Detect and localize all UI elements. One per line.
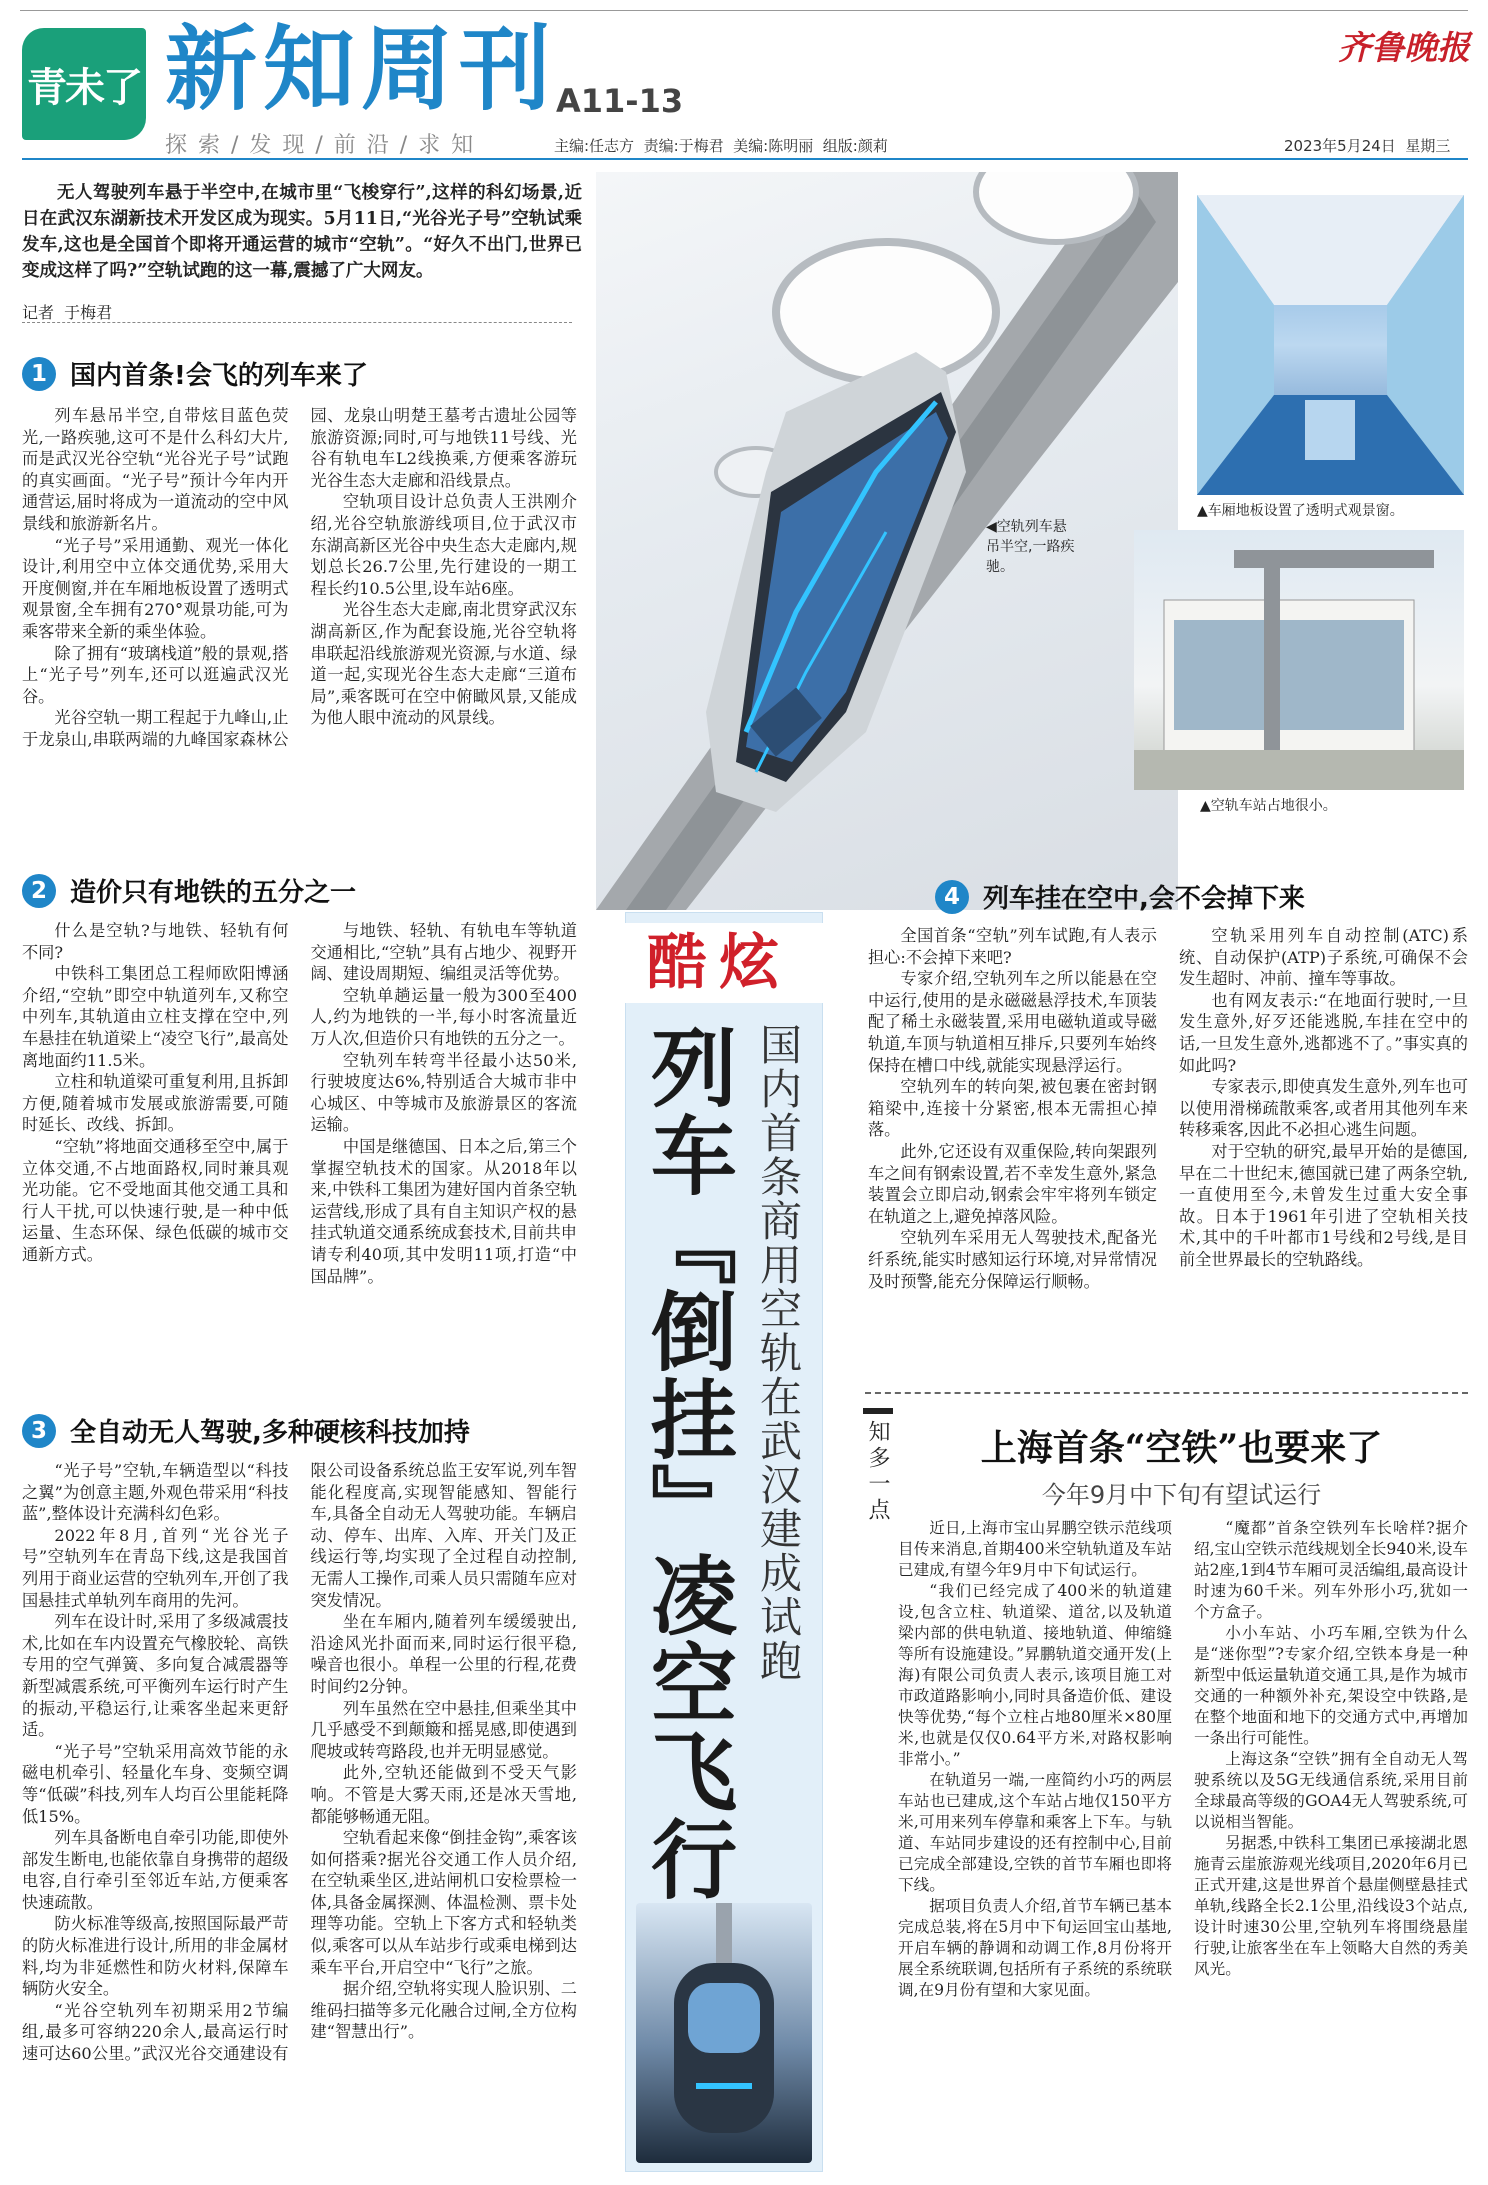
paragraph: 此外,它还设有双重保险,转向架跟列车之间有钢索设置,若不幸发生意外,紧急装置会立即启动,钢索会牢牢将列车锁定在轨道之上,避免掉落风险。 — [868, 1141, 1157, 1226]
paragraph: 在轨道另一端,一座简约小巧的两层车站也已建成,这个车站占地仅150平方米,可用来列车停靠和乘客上下车。与轨道、车站同步建设的还有控制中心,目前已完成全部建设,空铁的首节车厢也即将下线。 — [898, 1771, 1172, 1894]
paragraph: 空轨列车转弯半径最小达50米,行驶坡度达6%,特别适合大城市非中心城区、中等城市及旅游景区的客流运输。 — [310, 1050, 577, 1135]
lead-paragraph: 无人驾驶列车悬于半空中,在城市里“飞梭穿行”,这样的科幻场景,近日在武汉东湖新技术开发区成为现实。5月11日,“光谷光子号”空轨试乘发车,这也是全国首个即将开通运营的城市“空轨”。“好久不出门,世界已变成这样了吗?”空轨试跑的这一幕,震撼了广大网友。 — [22, 183, 582, 281]
section-4-title: 列车挂在空中,会不会掉下来 — [983, 884, 1305, 914]
paragraph: 对于空轨的研究,最早开始的是德国,早在二十世纪末,德国就已建了两条空轨,一直使用至今,未曾发生过重大安全事故。日本于1961年引进了空轨相关技术,其中的千叶都市1号线和2号线,是目前全世界最长的空轨路线。 — [1179, 1141, 1468, 1269]
train-front-illustration — [636, 1903, 812, 2163]
paragraph: 此外,空轨还能做到不受天气影响。不管是大雾天雨,还是冰天雪地,都能够畅通无阻。 — [310, 1763, 577, 1826]
sidebar-title: 上海首条“空铁”也要来了 — [980, 1427, 1383, 1469]
section-4-body — [868, 925, 1468, 1375]
editor-credits: 主编:任志方 责编:于梅君 美编:陈明丽 组版:颜莉 — [554, 137, 888, 155]
section-3-number: 3 — [22, 1414, 56, 1448]
paragraph: 空轨列车的转向架,被包裹在密封钢箱梁中,连接十分紧密,根本无需担心掉落。 — [868, 1077, 1157, 1140]
byline-rule — [22, 322, 572, 323]
section-1-heading — [22, 355, 582, 392]
paragraph: 专家表示,即使真发生意外,列车也可以使用滑梯疏散乘客,或者用其他列车来转移乘客,因此不必担心逃生问题。 — [1179, 1077, 1468, 1140]
sidebar-tag: 知多一点 — [863, 1408, 893, 1524]
paragraph: 列车具备断电自牵引功能,即使外部发生断电,也能依靠自身携带的超级电容,自行牵引至邻近车站,方便乘客快速疏散。 — [22, 1828, 289, 1912]
feature-subhead: 国内首条商用空轨在武汉建成试跑 — [754, 1023, 803, 1683]
slogan: 探 索 / 发 现 / 前 沿 / 求 知 — [165, 133, 476, 158]
section-1-number: 1 — [22, 357, 56, 391]
paragraph: 全国首条“空轨”列车试跑,有人表示担心:不会掉下来吧? — [868, 926, 1157, 967]
section-4-number: 4 — [935, 880, 969, 914]
paragraph: 防火标准等级高,按照国际最严苛的防火标准进行设计,所用的非金属材料,均为非延燃性和防火材料,保障车辆防火安全。 — [22, 1914, 289, 1999]
paragraph: 坐在车厢内,随着列车缓缓驶出,沿途风光扑面而来,同时运行很平稳,噪音也很小。单程一公里的行程,花费时间约2分钟。 — [310, 1612, 577, 1696]
paragraph: 光谷生态大走廊,南北贯穿武汉东湖高新区,作为配套设施,光谷空轨将串联起沿线旅游观光资源,与水道、绿道一起,实现光谷生态大走廊“三道布局”,乘客既可在空中俯瞰风景,又能成为他人眼中流动的风景线。 — [310, 600, 577, 728]
section-1-body — [22, 405, 577, 855]
main-photo — [596, 172, 1178, 910]
paragraph: 列车悬吊半空,自带炫目蓝色荧光,一路疾驰,这可不是什么科幻大片,而是武汉光谷空轨“光谷光子号”试跑的真实画面。“光子号”预计今年内开通营运,届时将成为一道流动的空中风景线和旅游新名片。 — [22, 406, 289, 533]
paragraph: 专家介绍,空轨列车之所以能悬在空中运行,使用的是永磁磁悬浮技术,车顶装配了稀土永磁装置,采用电磁轨道或导磁轨道,车顶与轨道相互排斥,只要列车始终保持在槽口中线,就能实现悬浮运行。 — [868, 969, 1157, 1075]
paragraph: “魔都”首条空铁列车长啥样?据介绍,宝山空铁示范线规划全长940米,设车站2座,1到4节车厢可灵活编组,最高设计时速为60千米。列车外形小巧,犹如一个方盒子。 — [1194, 1519, 1468, 1621]
paragraph: 立柱和轨道梁可重复利用,且拆卸方便,随着城市发展或旅游需要,可随时延长、改线、拆卸。 — [22, 1072, 289, 1135]
station-photo-caption: ▲空轨车站占地很小。 — [1200, 798, 1337, 814]
station-illustration — [1134, 530, 1464, 790]
paragraph: 也有网友表示:“在地面行驶时,一旦发生意外,好歹还能逃脱,车挂在空中的话,一旦发生意外,逃都逃不了。”事实真的如此吗? — [1179, 990, 1468, 1075]
paragraph: 与地铁、轻轨、有轨电车等轨道交通相比,“空轨”具有占地少、视野开阔、建设周期短、编组灵活等优势。 — [310, 921, 577, 984]
feature-band — [625, 912, 823, 2172]
sidebar-rule — [865, 1392, 1468, 1394]
interior-photo — [1197, 195, 1464, 495]
section-2-title: 造价只有地铁的五分之一 — [70, 878, 357, 908]
cabin-illustration — [1197, 195, 1464, 495]
paragraph: 什么是空轨?与地铁、轻轨有何不同? — [22, 921, 289, 962]
masthead — [0, 0, 1488, 160]
paragraph: 另据悉,中铁科工集团已承接湖北恩施青云崖旅游观光线项目,2020年6月已正式开建,这是世界首个悬崖侧壁悬挂式单轨,线路全长2.1公里,沿线设3个站点,设计时速30公里,空轨列车将围绕悬崖行驶,让旅客坐在车上领略大自然的秀美风光。 — [1194, 1834, 1468, 1978]
station-photo — [1134, 530, 1464, 790]
paragraph: “我们已经完成了400米的轨道建设,包含立柱、轨道梁、道岔,以及轨道梁内部的供电轨道、接地轨道、伸缩缝等所有设施建设。”昇鹏轨道交通开发(上海)有限公司负责人表示,该项目施工对市政道路影响小,同时具备造价低、建设快等优势,“每个立柱占地80厘米×80厘米,也就是仅仅0.64平方米,对路权影响非常小。” — [898, 1582, 1172, 1768]
sidebar-body — [898, 1518, 1468, 2173]
elevated-rail-illustration — [596, 172, 1178, 910]
paragraph: 近日,上海市宝山昇鹏空铁示范线项目传来消息,首期400米空轨轨道及车站已建成,有望今年9月中下旬试运行。 — [898, 1519, 1172, 1579]
paragraph: 列车虽然在空中悬挂,但乘坐其中几乎感受不到颠簸和摇晃感,即使遇到爬坡或转弯路段,也并无明显感觉。 — [310, 1698, 577, 1761]
paragraph: 光谷空轨一期工程起于九峰山,止于龙泉山,串联两端的九峰国家森林公园、龙泉山明楚王墓考古遗址公园等旅游资源;同时,可与地铁11号线、光谷有轨电车L2线换乘,方便乘客游玩光谷生态大走廊和沿线景点。 — [22, 406, 577, 749]
paragraph: “空轨”将地面交通移至空中,属于立体交通,不占地面路权,同时兼具观光功能。它不受地面其他交通工具和行人干扰,可以快速行驶,是一种中低运量、生态环保、绿色低碳的城市交通新方式。 — [22, 1136, 289, 1264]
section-4-heading — [935, 878, 1455, 915]
paragraph: “光子号”空轨,车辆造型以“科技之翼”为创意主题,外观色带采用“科技蓝”,整体设计充满科幻色彩。 — [22, 1461, 289, 1524]
paragraph: “光子号”采用通勤、观光一体化设计,利用空中立体交通优势,采用大开度侧窗,并在车厢地板设置了透明式观景窗,全车拥有270°观景功能,可为乘客带来全新的乘坐体验。 — [22, 535, 289, 641]
section-2-heading — [22, 872, 582, 909]
section-2-number: 2 — [22, 874, 56, 908]
interior-photo-caption: ▲车厢地板设置了透明式观景窗。 — [1197, 503, 1404, 519]
feature-headline: 列车『倒挂』凌空飞行 — [636, 1023, 737, 1903]
logo-badge — [22, 28, 146, 140]
paragraph: 列车在设计时,采用了多级减震技术,比如在车内设置充气橡胶轮、高铁专用的空气弹簧、多向复合减震器等新型减震系统,可平衡列车运行时产生的振动,平稳运行,让乘客坐起来更舒适。 — [22, 1612, 289, 1740]
paragraph: 除了拥有“玻璃栈道”般的景观,搭上“光子号”列车,还可以逛遍武汉光谷。 — [22, 643, 289, 706]
paragraph: 空轨看起来像“倒挂金钩”,乘客该如何搭乘?据光谷交通工作人员介绍,在空轨乘坐区,进站闸机口安检票检一体,具备金属探测、体温检测、票卡处理等功能。空轨上下客方式和轻轨类似,乘客可以从车站步行或乘电梯到达乘车平台,开启空中“飞行”之旅。 — [310, 1828, 577, 1977]
section-2-body — [22, 920, 577, 1370]
paragraph: 小小车站、小巧车厢,空铁为什么是“迷你型”?专家介绍,空铁本身是一种新型中低运量轨道交通工具,是作为城市交通的一种额外补充,架设空中铁路,是在整个地面和地下的交通方式中,再增加一条出行可能性。 — [1194, 1624, 1468, 1747]
paragraph: “光谷空轨列车初期采用2节编组,最多可容纳220余人,最高运行时速可达60公里。”武汉光谷交通建设有限公司设备系统总监王安军说,列车智能化程度高,实现智能感知、智能行车,具备全自动无人驾驶功能。车辆启动、停车、出库、入库、开关门及正线运行等,均实现了全过程自动控制,无需人工操作,司乘人员只需随车应对突发情况。 — [22, 1461, 577, 2064]
masthead-rule — [22, 158, 1468, 160]
section-1-title: 国内首条!会飞的列车来了 — [70, 361, 368, 391]
paragraph: 空轨采用列车自动控制(ATC)系统、自动保护(ATP)子系统,可确保不会发生超时、冲前、撞车等事故。 — [1179, 926, 1468, 989]
logo-text: 青未了 — [27, 63, 141, 111]
paragraph: 上海这条“空铁”拥有全自动无人驾驶系统以及5G无线通信系统,采用目前全球最高等级的GOA4无人驾驶系统,可以说相当智能。 — [1194, 1750, 1468, 1831]
main-photo-caption: ◀空轨列车悬吊半空,一路疾驰。 — [986, 519, 1075, 575]
paragraph: 中国是继德国、日本之后,第三个掌握空轨技术的国家。从2018年以来,中铁科工集团为建好国内首条空轨运营线,形成了具有自主知识产权的悬挂式轨道交通系统成套技术,目前共申请专利40项,其中发明11项,打造“中国品牌”。 — [310, 1136, 577, 1286]
paragraph: 空轨单趟运量一般为300至400人,约为地铁的一半,每小时客流量近万人次,但造价只有地铁的五分之一。 — [310, 985, 577, 1048]
byline: 记者 于梅君 — [22, 303, 113, 322]
paragraph: 据介绍,空轨将实现人脸识别、二维码扫描等多元化融合过闸,全方位构建“智慧出行”。 — [310, 1979, 577, 2042]
paragraph: 据项目负责人介绍,首节车辆已基本完成总装,将在5月中下旬运回宝山基地,开启车辆的静调和动调工作,8月份将开展全系统联调,包括所有子系统的系统联调,在9月份有望和大家见面。 — [898, 1897, 1172, 1999]
section-3-heading — [22, 1412, 612, 1449]
paragraph: “光子号”空轨采用高效节能的永磁电机牵引、轻量化车身、变频空调等“低碳”科技,列车人均百公里能耗降低15%。 — [22, 1741, 289, 1826]
top-rule — [20, 10, 1468, 11]
feature-label: 酷炫 — [614, 923, 824, 1003]
paragraph: 中铁科工集团总工程师欧阳博涵介绍,“空轨”即空中轨道列车,又称空中列车,其轨道由立柱支撑在空中,列车悬挂在轨道梁上“凌空飞行”,最高处离地面约11.5米。 — [22, 964, 289, 1070]
feature-photo — [636, 1903, 812, 2163]
issue-date: 2023年5月24日 星期三 — [1284, 137, 1451, 155]
paragraph: 2022年8月,首列“光谷光子号”空轨列车在青岛下线,这是我国首列用于商业运营的空轨列车,开创了我国悬挂式单轨列车商用的先河。 — [22, 1525, 289, 1610]
sidebar-subtitle: 今年9月中下旬有望试运行 — [1041, 1481, 1322, 1509]
paragraph: 空轨项目设计总负责人王洪刚介绍,光谷空轨旅游线项目,位于武汉市东湖高新区光谷中央生态大走廊内,规划总长26.7公里,先行建设的一期工程长约10.5公里,设车站6座。 — [310, 492, 577, 598]
section-3-body — [22, 1460, 577, 2170]
page-numbers: A11-13 — [556, 82, 684, 120]
section-3-title: 全自动无人驾驶,多种硬核科技加持 — [70, 1418, 470, 1448]
paragraph: 空轨列车采用无人驾驶技术,配备光纤系统,能实时感知运行环境,对异常情况及时预警,能充分保障运行顺畅。 — [868, 1228, 1157, 1291]
section-title: 新知周刊 — [165, 15, 558, 123]
newspaper-name: 齐鲁晚报 — [1338, 28, 1470, 67]
